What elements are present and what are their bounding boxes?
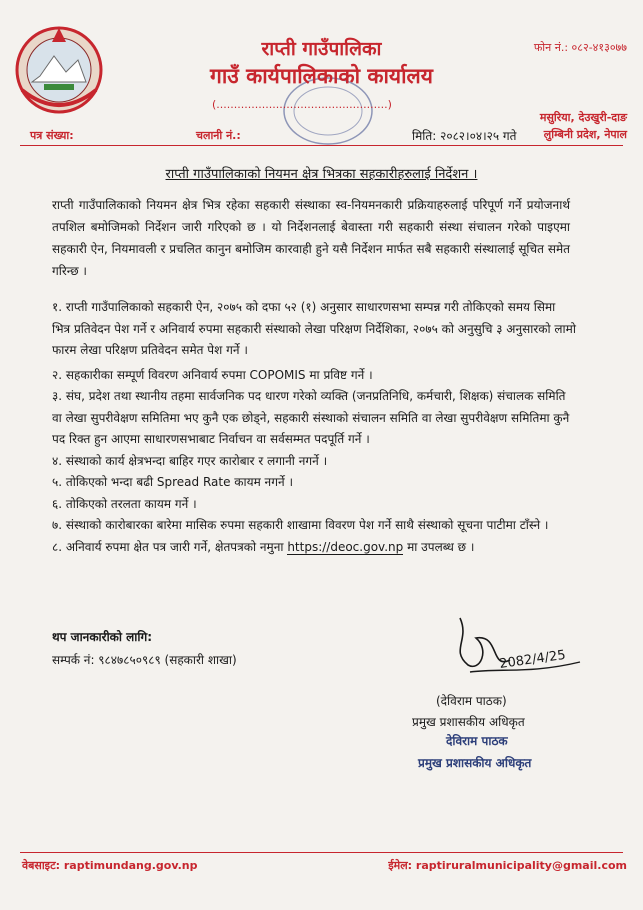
address-line-1: मसुरिया, देउखुरी-दाङ	[539, 111, 627, 124]
list-item-8	[52, 537, 577, 559]
list-item: ७. संस्थाको कारोबारका बारेमा मासिक रुपमा सहकारी शाखामा विवरण पेश गर्ने साथै संस्थाको सूचना पाटीमा टाँस्ने ।	[52, 518, 549, 532]
footer-email: ईमेल: raptiruralmunicipality@gmail.com	[388, 859, 627, 872]
list-item: २. सहकारीका सम्पूर्ण विवरण अनिवार्य रुपमा COPOMIS मा प्रविष्ट गर्ने ।	[52, 367, 373, 382]
footer-divider	[20, 852, 623, 853]
list-item: ३. संघ, प्रदेश तथा स्थानीय तहमा सार्वजनिक पद धारण गरेको व्यक्ति (जनप्रतिनिधि, कर्मचारी, शिक्षक) संचालक समिति वा लेखा सुपरीवेक्षण समितिमा भए कुनै एक छोड्ने, सहकारी संस्थाको संचालन समिति वा लेखा सुपरीवेक्षण समितिमा कुनै पद रिक्त हुन आएमा साधारणसभाबाट निर्वाचन वा सर्वसम्मत पदपूर्ति गर्ने ।	[52, 389, 570, 446]
list-item: ४. संस्थाको कार्य क्षेत्रभन्दा बाहिर गएर कारोबार र लगानी नगर्ने ।	[52, 453, 328, 468]
handwritten-date: 2082/4/25	[498, 647, 567, 672]
intro-paragraph: राप्ती गाउँपालिकाको नियमन क्षेत्र भित्र रहेका सहकारी संस्थाका स्व-नियमनकारी प्रक्रियाहरुलाई परिपूर्ण गर्ने प्रयोजनार्थ तपशिल बमोजिमको निर्देशन जारी गरिएको छ । यो निर्देशनलाई बेवास्ता गरी सहकारी संस्था संचालन गरेको पाइएमा सहकारी ऐन, नियमावली र प्रचलित कानुन बमोजिम कारवाही हुने यसै निर्देशन मार्फत सबै सहकारी संस्थालाई सूचित समेत गरिन्छ ।	[52, 198, 570, 278]
stamp-name: देविराम पाठक	[446, 734, 508, 748]
footer-website: वेबसाइट: raptimundang.gov.np	[22, 859, 198, 872]
stamp-title: प्रमुख प्रशासकीय अधिकृत	[418, 756, 532, 770]
list-item: ६. तोकिएको तरलता कायम गर्ने ।	[52, 496, 197, 511]
signature-scribble	[430, 610, 600, 690]
deoc-link[interactable]: https://deoc.gov.np	[287, 539, 404, 554]
dispatch-number-label: चलानी नं.:	[196, 129, 241, 142]
office-name: राप्ती गाउँपालिका	[261, 38, 382, 60]
ref-number-label: पत्र संख्या:	[30, 129, 74, 142]
office-title: गाउँ कार्यपालिकाको कार्यालय	[210, 64, 433, 88]
phone-number: फोन नं.: ०८२-४१३०७७	[533, 41, 627, 54]
contact-line: सम्पर्क नं: ९८४७८५०९८९ (सहकारी शाखा)	[52, 653, 237, 667]
contact-title: थप जानकारीको लागि:	[52, 630, 153, 644]
list-item: ५. तोकिएको भन्दा बढी Spread Rate कायम नगर्ने ।	[52, 475, 294, 489]
letter-date: मिति: २०८२।०४।२५ गते	[412, 129, 517, 143]
list-item-8-prefix: ८. अनिवार्य रुपमा क्षेत पत्र जारी गर्ने, क्षेतपत्रको नमुना	[52, 539, 284, 554]
dotted-line: (.................................................)	[212, 98, 392, 111]
list-item-8-suffix: मा उपलब्ध छ ।	[407, 539, 475, 554]
signatory-name: (देविराम पाठक)	[436, 694, 507, 708]
header-divider	[20, 145, 623, 146]
letter-subject: राप्ती गाउँपालिकाको नियमन क्षेत्र भित्रका सहकारीहरुलाई निर्देशन ।	[165, 167, 478, 182]
signatory-title: प्रमुख प्रशासकीय अधिकृत	[412, 715, 525, 729]
directive-list	[52, 297, 577, 558]
list-item: १. राप्ती गाउँपालिकाको सहकारी ऐन, २०७५ को दफा ५२ (१) अनुसार साधारणसभा सम्पन्न गरी तोकिएको समय सिमा भित्र प्रतिवेदन पेश गर्ने र अनिवार्य रुपमा सहकारी संस्थाको लेखा परिक्षण निर्देशिका, २०७५ को अनुसुचि ३ अनुसारको लामो फारम लेखा परिक्षण प्रतिवेदन समेत पेश गर्ने ।	[52, 300, 576, 357]
address-line-2: लुम्बिनी प्रदेश, नेपाल	[543, 128, 627, 141]
